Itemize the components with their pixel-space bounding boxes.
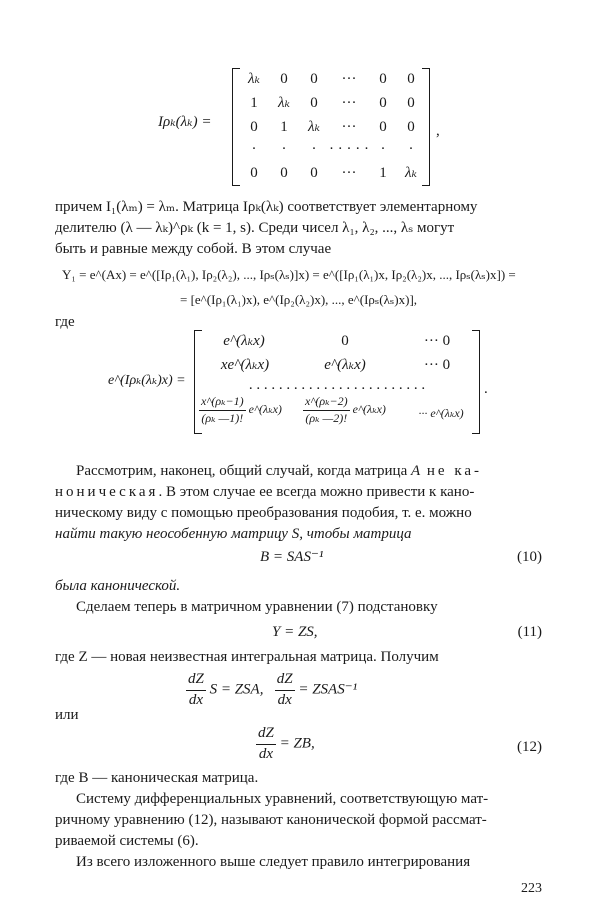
m1-r0-c0: λₖ [248,71,260,87]
para4-line5: Из всего изложенного выше следует правило интегрирования [76,854,471,870]
matrix2-bracket [194,330,480,434]
matrix1-bracket [232,68,430,186]
deriv-a: S = ZSA, [209,681,264,698]
m1-r3-c4: · [380,141,386,157]
para2-line2 [55,483,474,503]
m2-frac-b [303,394,350,426]
m1-r2-c0: 0 [250,119,258,135]
m1-r2-c1: 1 [280,119,288,135]
m1-r0-c2: 0 [310,71,318,87]
m2-frac-b-num: x^(ρₖ−2) [303,394,350,411]
eq11-number: (11) [517,624,542,640]
m1-r4-c5: λₖ [405,165,417,181]
m1-r1-c5: 0 [407,95,415,111]
para1-line1: причем I₁(λₘ) = λₘ. Матрица Iρₖ(λₖ) соответствует элементарному [55,199,478,215]
eq10-number: (10) [517,549,542,565]
m1-r2-c3: ··· [341,119,357,135]
ili-label: или [55,707,79,723]
m2-frac-a-den: (ρₖ —1)! [201,410,244,425]
m1-r3-c5: · [408,141,414,157]
eq10-body: B = SAS⁻¹ [260,549,324,565]
m1-r0-c4: 0 [379,71,387,87]
m2-r1-a: e^(λₖx) [223,333,265,349]
m2-r4-b-exp: e^(λₖx) [352,401,386,416]
matrix2-lhs: e^(Iρₖ(λₖ)x) = [108,373,186,388]
m1-r3-c0: · [251,141,257,157]
m1-r3-c2: · [311,141,317,157]
m1-r4-c3: ··· [341,165,357,181]
eq-y1-line2: = [e^(Iρ₁(λ₁)x), e^(Iρ₂(λ₂)x), ..., e^(Iρₛ(λₛ)x)], [180,292,418,307]
m1-r0-c3: ··· [341,71,357,87]
para2-l1-a: Рассмотрим, наконец, общий случай, когда матрица [76,463,411,479]
deriv-frac-2-num: dZ [275,670,295,691]
eq12-frac [256,724,276,764]
m1-r1-c0: 1 [250,95,258,111]
eq12-frac-num: dZ [256,724,276,745]
para1-line2: делителю (λ — λₖ)^ρₖ (k = 1, s). Среди чисел λ₁, λ₂, ..., λₛ могут [55,220,455,236]
eq12-number: (12) [517,739,542,755]
m2-r4-c: ··· e^(λₖx) [418,406,464,420]
m1-r1-c1: λₖ [278,95,290,111]
eq12-body [256,724,315,764]
m1-r1-c3: ··· [341,95,357,111]
m1-r2-c4: 0 [379,119,387,135]
para2-l1-b: A [410,463,421,479]
m1-r1-c4: 0 [379,95,387,111]
para4-line4: риваемой системы (6). [55,833,199,849]
m1-r4-c1: 0 [280,165,288,181]
deriv-frac-2-den: dx [277,691,292,708]
deriv-frac-1 [186,670,206,710]
para4-line3: ричному уравнению (12), называют канонической формой рассмат- [55,812,487,828]
m2-r1-b: 0 [341,333,349,349]
m1-r2-c5: 0 [407,119,415,135]
eq-y1-line1: Y₁ = e^(Ax) = e^([Iρ₁(λ₁), Iρ₂(λ₂), ..., Iρₛ(λₛ)]x) = e^([Iρ₁(λ₁)x, Iρ₂(λ₂)x, ..., Iρₛ(λₛ)x]) = [62,267,516,282]
m1-r3-c1: · [281,141,287,157]
m2-frac-a-num: x^(ρₖ−1) [199,394,246,411]
m1-r4-c2: 0 [310,165,318,181]
m2-r2-c: ··· 0 [423,357,451,373]
m1-r4-c4: 1 [379,165,387,181]
m2-frac-a [199,394,246,426]
para2-l2-a: ноническая [55,484,159,500]
gde-label-1: где [55,314,75,330]
eq-deriv [186,670,357,710]
para2-line4: найти такую неособенную матрицу S, чтобы матрица [55,526,412,542]
para4-line2: Систему дифференциальных уравнений, соответствующую мат- [76,791,489,807]
line-kanon: была канонической. [55,578,181,594]
deriv-frac-1-den: dx [188,691,203,708]
m2-r4-a-exp: e^(λₖx) [248,401,282,416]
eq12-frac-den: dx [258,745,273,762]
para3-line1: Сделаем теперь в матричном уравнении (7) подстановку [76,599,438,615]
m1-r4-c0: 0 [250,165,258,181]
m2-r2-b: e^(λₖx) [324,357,366,373]
para4-line1: где B — каноническая матрица. [55,770,259,786]
m1-r1-c2: 0 [310,95,318,111]
eq11-body: Y = ZS, [272,624,318,640]
m2-frac-b-den: (ρₖ —2)! [305,410,348,425]
m1-r0-c1: 0 [280,71,288,87]
m2-r4-a [199,394,299,426]
para2-line3: ническому виду с помощью преобразования подобия, т. е. можно [55,505,472,521]
m2-r2-a: xe^(λₖx) [220,357,270,373]
matrix1-comma: , [436,123,440,139]
para2-l2-b: . В этом случае ее всегда можно привести к кано- [158,484,475,500]
deriv-b: = ZSAS⁻¹ [298,681,358,698]
deriv-frac-1-num: dZ [186,670,206,691]
para1-line3: быть и равные между собой. В этом случае [55,241,332,257]
m1-r2-c2: λₖ [308,119,320,135]
m2-r3-dots: . . . . . . . . . . . . . . . . . . . . . . . . [248,377,426,393]
m2-r1-c: ··· 0 [423,333,451,349]
page-number: 223 [521,881,542,896]
para2-l1-c: не ка- [420,463,483,479]
matrix2-period: . [484,381,488,397]
eq12-rhs: = ZB, [279,735,315,752]
para3-line2: где Z — новая неизвестная интегральная матрица. Получим [55,649,439,665]
deriv-frac-2 [275,670,295,710]
m1-r3-c3: · · · · · [329,141,369,157]
para2-line1 [76,462,482,482]
m2-r4-b [303,394,413,426]
matrix1-lhs: Iρₖ(λₖ) = [158,114,212,130]
m1-r0-c5: 0 [407,71,415,87]
